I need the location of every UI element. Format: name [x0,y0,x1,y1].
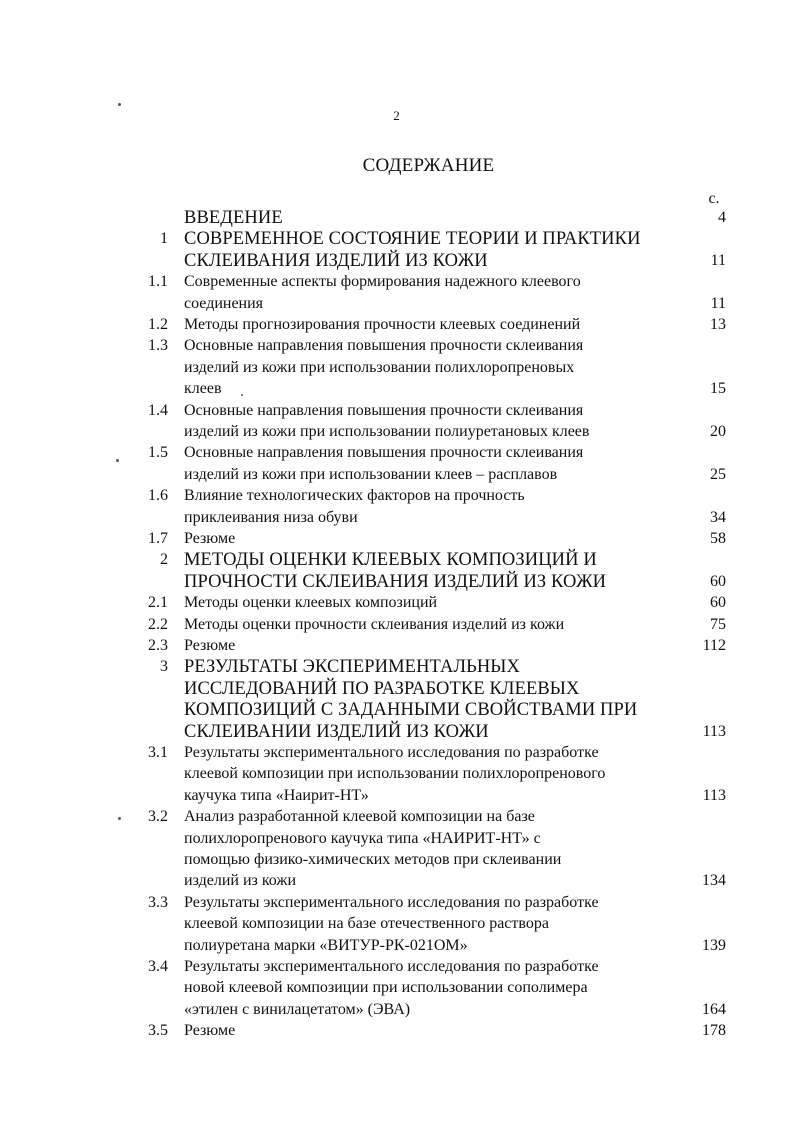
toc-entry-text: помощью физико-химических методов при склеивании [184,851,562,868]
toc-entry-text: «этилен с винилацетатом» (ЭВА) [184,1000,411,1018]
toc-entry-text: Резюме [184,530,236,547]
toc-entry-text: Основные направления повышения прочности склеивания [184,444,584,462]
page-number: 2 [393,108,400,123]
toc-entry-page: 11 [710,294,726,312]
scan-speck [241,394,243,396]
toc-entry-page: 58 [710,530,726,547]
toc-entry-page: 60 [710,572,726,590]
toc-entry-text: полихлоропренового каучука типа «НАИРИТ-НТ» с [184,829,541,847]
toc-entry-text: РЕЗУЛЬТАТЫ ЭКСПЕРИМЕНТАЛЬНЫХ [184,657,520,678]
toc-entry-text: Резюме [184,1022,236,1040]
toc-entry-text: приклеивания низа обуви [184,508,358,526]
toc-entry-page: 4 [718,209,726,226]
toc-entry-text: Современные аспекты формирования надежного клеевого [184,273,581,291]
toc-entry-number: 3.3 [148,893,168,911]
toc-entry-text: Методы оценки клеевых композиций [184,594,438,612]
toc-entry-text: СКЛЕИВАНИИ ИЗДЕЛИЙ ИЗ КОЖИ [184,721,489,742]
toc-entry-page: 75 [710,615,726,633]
toc-entry-page: 164 [702,1000,726,1018]
toc-entry-text: клеев [184,380,222,398]
toc-entry-page: 20 [710,423,726,440]
toc-entry-page: 25 [710,465,726,483]
toc-entry-number: 1.3 [148,337,168,355]
toc-entry-page: 139 [702,936,726,954]
toc-entry-text: ПРОЧНОСТИ СКЛЕИВАНИЯ ИЗДЕЛИЙ ИЗ КОЖИ [184,571,607,592]
toc-entry-number: 1.5 [148,444,168,462]
toc-entry-text: Влияние технологических факторов на прочность [184,487,525,505]
toc-entry-text: Методы прогнозирования прочности клеевых соединений [184,316,581,333]
toc-entry-text: Результаты экспериментального исследования по разработке [184,893,599,911]
page-title: СОДЕРЖАНИЕ [362,155,495,176]
toc-entry-page: 112 [702,637,726,654]
toc-entry-number: 1.7 [148,530,168,547]
toc-entry-text: соединения [184,294,264,312]
toc-entry-number: 1.4 [148,401,168,419]
toc-entry-number: 1.1 [148,273,168,291]
toc-entry-text: изделий из кожи при использовании полиуретановых клеев [184,423,590,440]
toc-entry-number: 2 [160,551,168,569]
toc-entry-page: 11 [710,251,726,269]
toc-entry-page: 134 [702,872,726,890]
toc-entry-page: 13 [710,316,726,333]
toc-entry-text: Методы оценки прочности склеивания изделий из кожи [184,615,565,633]
toc-entry-number: 2.3 [148,637,168,654]
toc-entry-text: КОМПОЗИЦИЙ С ЗАДАННЫМИ СВОЙСТВАМИ ПРИ [184,700,638,721]
toc-entry-text: клеевой композиции при использовании полихлоропренового [184,765,606,783]
toc-entry-number: 1 [160,230,168,248]
toc-entry-text: клеевой композиции на базе отечественного раствора [184,915,549,933]
toc-entry-number: 3.1 [148,744,168,761]
toc-entry-page: 113 [702,722,726,740]
toc-entry-text: Результаты экспериментального исследования по разработке [184,958,599,975]
toc-entry-text: МЕТОДЫ ОЦЕНКИ КЛЕЕВЫХ КОМПОЗИЦИЙ И [184,550,597,571]
toc-entry-number: 2.1 [148,594,168,612]
toc-entry-text: Основные направления повышения прочности склеивания [184,401,584,419]
scan-speck [118,103,121,106]
toc-entry-page: 178 [702,1022,726,1040]
toc-entry-text: ВВЕДЕНИЕ [184,208,283,228]
toc-entry-page: 60 [710,594,726,612]
toc-entry-number: 3.2 [148,808,168,826]
toc-entry-text: Результаты экспериментального исследования по разработке [184,744,599,761]
toc-entry-number: 3 [160,658,168,676]
toc-entry-text: Основные направления повышения прочности склеивания [184,337,584,355]
toc-entry-text: изделий из кожи [184,872,297,890]
toc-entry-text: новой клеевой композиции при использовании сополимера [184,979,588,997]
page-column-label: с. [708,190,720,207]
toc-entry-number: 3.5 [148,1022,168,1040]
toc-entry-text: полиуретана марки «ВИТУР-РК-021ОМ» [184,936,468,954]
toc-entry-text: каучука типа «Наирит-НТ» [184,786,369,804]
scan-speck [116,459,119,462]
toc-entry-number: 1.6 [148,487,168,505]
toc-entry-text: СОВРЕМЕННОЕ СОСТОЯНИЕ ТЕОРИИ И ПРАКТИКИ [184,229,641,250]
toc-entry-text: СКЛЕИВАНИЯ ИЗДЕЛИЙ ИЗ КОЖИ [184,250,488,271]
toc-entry-number: 3.4 [148,958,168,975]
toc-entry-page: 113 [702,786,726,804]
toc-entry-number: 1.2 [148,316,168,333]
toc-entry-text: изделий из кожи при использовании полихлоропреновых [184,358,575,376]
toc-entry-text: изделий из кожи при использовании клеев – расплавов [184,465,558,483]
toc-entry-text: ИССЛЕДОВАНИЙ ПО РАЗРАБОТКЕ КЛЕЕВЫХ [184,678,580,699]
toc-entry-text: Анализ разработанной клеевой композиции на базе [184,808,535,826]
toc-entry-text: Резюме [184,637,236,654]
toc-entry-page: 15 [710,380,726,398]
toc-entry-page: 34 [710,508,726,526]
toc-entry-number: 2.2 [148,615,168,633]
scan-speck [118,817,121,820]
